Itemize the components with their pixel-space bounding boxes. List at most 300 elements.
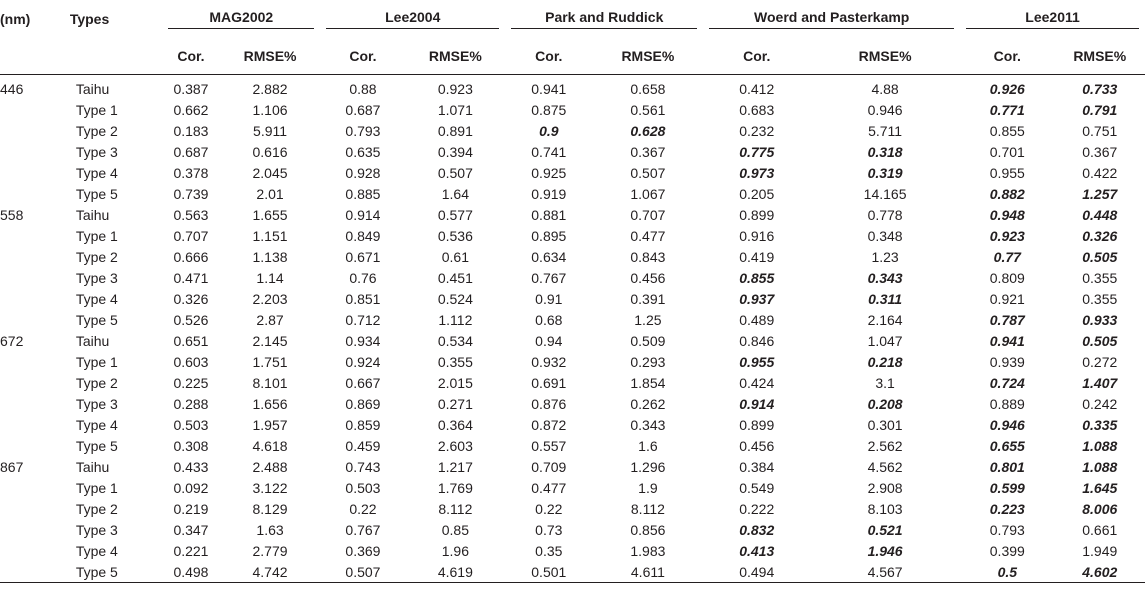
cor-value-cell: 0.973 — [739, 164, 775, 181]
cor-value-cell: 0.767 — [531, 269, 567, 286]
cor-value-cell: 0.701 — [989, 143, 1025, 160]
cor-value-cell: 0.205 — [739, 185, 775, 202]
rmse-value-cell: 0.391 — [630, 290, 666, 307]
wavelength-cell — [0, 288, 70, 309]
rmse-value-cell: 0.394 — [437, 143, 473, 160]
rmse-value-cell: 8.103 — [867, 500, 903, 517]
table-row — [0, 414, 1145, 435]
type-cell: Type 2 — [75, 500, 118, 517]
table-row — [0, 498, 1145, 519]
cor-value-cell: 0.771 — [989, 101, 1025, 118]
wavelength-cell — [0, 477, 70, 498]
rmse-value-cell: 0.367 — [1082, 143, 1118, 160]
cor-header: Cor. — [162, 38, 220, 75]
cor-value-cell: 0.549 — [739, 479, 775, 496]
rmse-value-cell: 1.6 — [638, 437, 658, 454]
wavelength-cell — [0, 498, 70, 519]
table-row — [0, 309, 1145, 330]
cor-header: Cor. — [703, 38, 810, 75]
cor-value-cell: 0.68 — [535, 311, 563, 328]
rmse-value-cell: 0.367 — [630, 143, 666, 160]
cor-value-cell: 0.687 — [173, 143, 209, 160]
wavelength-cell — [0, 120, 70, 141]
rmse-value-cell: 8.129 — [252, 500, 288, 517]
rmse-value-cell: 0.343 — [630, 416, 666, 433]
rmse-value-cell: 1.63 — [256, 521, 284, 538]
type-cell: Type 5 — [75, 437, 118, 454]
cor-value-cell: 0.599 — [989, 479, 1025, 496]
rmse-value-cell: 1.112 — [438, 311, 473, 328]
cor-value-cell: 0.433 — [173, 458, 209, 475]
header-row-groups — [0, 0, 1145, 38]
rmse-value-cell: 8.101 — [252, 374, 288, 391]
rmse-value-cell: 0.272 — [1082, 353, 1118, 370]
rmse-value-cell: 2.488 — [252, 458, 288, 475]
type-cell: Type 3 — [75, 395, 118, 412]
rmse-value-cell: 8.112 — [630, 500, 665, 517]
table-row — [0, 162, 1145, 183]
rmse-value-cell: 1.138 — [252, 248, 288, 265]
rmse-value-cell: 0.509 — [630, 332, 666, 349]
wavelength-cell: 672 — [0, 332, 24, 349]
header-spacer — [0, 38, 70, 75]
table-row — [0, 351, 1145, 372]
rmse-value-cell: 0.561 — [630, 101, 666, 118]
rmse-value-cell: 0.335 — [1082, 416, 1118, 433]
table-row — [0, 561, 1145, 583]
cor-value-cell: 0.326 — [173, 290, 209, 307]
rmse-value-cell: 0.856 — [630, 521, 666, 538]
cor-value-cell: 0.557 — [531, 437, 567, 454]
type-cell: Type 2 — [75, 122, 118, 139]
cor-value-cell: 0.498 — [162, 561, 220, 583]
group-header-park-ruddick: Park and Ruddick — [505, 0, 703, 38]
rmse-value-cell: 0.348 — [867, 227, 903, 244]
cor-value-cell: 0.384 — [739, 458, 775, 475]
cor-value-cell: 0.928 — [345, 164, 381, 181]
cor-value-cell: 0.494 — [703, 561, 810, 583]
wavelength-cell — [0, 162, 70, 183]
cor-header: Cor. — [505, 38, 592, 75]
rmse-value-cell: 2.145 — [252, 332, 288, 349]
rmse-value-cell: 1.407 — [1082, 374, 1118, 391]
rmse-value-cell: 1.9 — [638, 479, 658, 496]
rmse-value-cell: 0.658 — [630, 81, 666, 97]
type-cell: Type 4 — [75, 416, 118, 433]
rmse-value-cell: 0.923 — [437, 81, 473, 97]
cor-value-cell: 0.347 — [173, 521, 209, 538]
rmse-value-cell: 0.933 — [1082, 311, 1118, 328]
type-cell: Taihu — [75, 81, 110, 97]
cor-value-cell: 0.926 — [989, 81, 1025, 97]
rmse-value-cell: 1.296 — [630, 458, 666, 475]
cor-value-cell: 0.634 — [531, 248, 567, 265]
rmse-value-cell: 2.01 — [256, 185, 284, 202]
rmse-value-cell: 1.96 — [441, 542, 469, 559]
cor-value-cell: 0.507 — [320, 561, 405, 583]
rmse-value-cell: 1.64 — [441, 185, 469, 202]
rmse-value-cell: 1.088 — [1082, 458, 1118, 475]
table-body — [0, 75, 1145, 583]
cor-value-cell: 0.941 — [989, 332, 1025, 349]
cor-value-cell: 0.889 — [989, 395, 1025, 412]
cor-header: Cor. — [960, 38, 1054, 75]
cor-value-cell: 0.77 — [993, 248, 1021, 265]
table-row — [0, 225, 1145, 246]
table-row — [0, 204, 1145, 225]
cor-value-cell: 0.876 — [531, 395, 567, 412]
rmse-value-cell: 0.577 — [437, 206, 473, 223]
wavelength-cell — [0, 267, 70, 288]
table-row — [0, 519, 1145, 540]
rmse-value-cell: 0.301 — [867, 416, 903, 433]
wavelength-cell — [0, 372, 70, 393]
rmse-value-cell: 0.85 — [441, 521, 469, 538]
cor-value-cell: 0.424 — [739, 374, 775, 391]
rmse-value-cell: 0.661 — [1082, 521, 1118, 538]
rmse-value-cell: 4.611 — [592, 561, 703, 583]
rmse-value-cell: 4.619 — [406, 561, 506, 583]
rmse-value-cell: 1.106 — [252, 101, 288, 118]
cor-value-cell: 0.739 — [173, 185, 209, 202]
rmse-value-cell: 0.456 — [630, 269, 666, 286]
group-header-lee2004: Lee2004 — [320, 0, 505, 38]
rmse-value-cell: 0.448 — [1082, 206, 1118, 223]
rmse-value-cell: 5.911 — [253, 122, 288, 139]
header-row-metrics — [0, 38, 1145, 75]
rmse-value-cell: 0.364 — [437, 416, 473, 433]
cor-value-cell: 0.413 — [739, 542, 775, 559]
wavelength-cell: 867 — [0, 458, 24, 475]
table-row — [0, 372, 1145, 393]
cor-value-cell: 0.809 — [989, 269, 1025, 286]
rmse-header: RMSE% — [810, 38, 960, 75]
cor-value-cell: 0.851 — [345, 290, 381, 307]
cor-value-cell: 0.5 — [960, 561, 1054, 583]
table-row — [0, 75, 1145, 100]
rmse-value-cell: 1.23 — [871, 248, 899, 265]
rmse-header: RMSE% — [406, 38, 506, 75]
cor-value-cell: 0.895 — [531, 227, 567, 244]
rmse-value-cell: 4.567 — [810, 561, 960, 583]
cor-value-cell: 0.667 — [345, 374, 381, 391]
rmse-value-cell: 0.343 — [867, 269, 903, 286]
cor-value-cell: 0.222 — [739, 500, 775, 517]
cor-value-cell: 0.655 — [989, 437, 1025, 454]
wavelength-cell — [0, 141, 70, 162]
cor-value-cell: 0.221 — [173, 542, 209, 559]
cor-value-cell: 0.948 — [989, 206, 1025, 223]
rmse-value-cell: 1.983 — [630, 542, 666, 559]
cor-value-cell: 0.741 — [531, 143, 567, 160]
cor-value-cell: 0.914 — [345, 206, 381, 223]
rmse-value-cell: 1.645 — [1082, 479, 1118, 496]
rmse-value-cell: 0.707 — [630, 206, 666, 223]
type-cell: Type 2 — [75, 248, 118, 265]
rmse-value-cell: 2.562 — [867, 437, 903, 454]
cor-value-cell: 0.855 — [739, 269, 775, 286]
type-cell: Type 4 — [75, 290, 118, 307]
rmse-value-cell: 0.451 — [437, 269, 473, 286]
rmse-value-cell: 1.751 — [252, 353, 288, 370]
rmse-value-cell: 0.505 — [1082, 332, 1118, 349]
table-row — [0, 120, 1145, 141]
cor-value-cell: 0.787 — [989, 311, 1025, 328]
rmse-value-cell: 0.355 — [1082, 269, 1118, 286]
cor-value-cell: 0.369 — [345, 542, 381, 559]
wavelength-cell — [0, 246, 70, 267]
cor-value-cell: 0.459 — [345, 437, 381, 454]
rmse-value-cell: 4.742 — [220, 561, 321, 583]
rmse-value-cell: 0.242 — [1082, 395, 1118, 412]
wavelength-cell — [0, 351, 70, 372]
rmse-value-cell: 14.165 — [863, 185, 907, 202]
cor-value-cell: 0.489 — [739, 311, 775, 328]
type-cell: Type 2 — [75, 374, 118, 391]
rmse-value-cell: 0.319 — [867, 164, 903, 181]
rmse-value-cell: 1.071 — [437, 101, 473, 118]
cor-value-cell: 0.707 — [173, 227, 209, 244]
header-spacer — [70, 38, 162, 75]
cor-value-cell: 0.412 — [739, 81, 775, 97]
table-row — [0, 99, 1145, 120]
rmse-value-cell: 0.61 — [441, 248, 469, 265]
cor-value-cell: 0.881 — [531, 206, 567, 223]
cor-value-cell: 0.308 — [173, 437, 209, 454]
cor-value-cell: 0.22 — [535, 500, 563, 517]
cor-value-cell: 0.683 — [739, 101, 775, 118]
table-row — [0, 393, 1145, 414]
cor-header: Cor. — [320, 38, 405, 75]
table-row — [0, 267, 1145, 288]
type-cell: Type 3 — [75, 143, 118, 160]
rmse-value-cell: 1.957 — [252, 416, 288, 433]
cor-value-cell: 0.603 — [173, 353, 209, 370]
table-row — [0, 246, 1145, 267]
cor-value-cell: 0.899 — [739, 416, 775, 433]
cor-value-cell: 0.846 — [739, 332, 775, 349]
wavelength-cell — [0, 393, 70, 414]
rmse-value-cell: 5.711 — [868, 122, 903, 139]
rmse-value-cell: 3.122 — [252, 479, 288, 496]
cor-value-cell: 0.88 — [349, 81, 377, 97]
type-cell: Type 4 — [75, 164, 118, 181]
rmse-value-cell: 8.006 — [1082, 500, 1118, 517]
rmse-value-cell: 0.355 — [1082, 290, 1118, 307]
rmse-value-cell: 1.088 — [1082, 437, 1118, 454]
rmse-value-cell: 0.311 — [868, 290, 903, 307]
group-header-lee2011: Lee2011 — [960, 0, 1145, 38]
cor-value-cell: 0.939 — [989, 353, 1025, 370]
cor-value-cell: 0.832 — [739, 521, 775, 538]
wavelength-cell — [0, 561, 70, 583]
cor-value-cell: 0.923 — [989, 227, 1025, 244]
cor-value-cell: 0.955 — [989, 164, 1025, 181]
cor-value-cell: 0.941 — [531, 81, 567, 97]
cor-value-cell: 0.225 — [173, 374, 209, 391]
rmse-value-cell: 0.293 — [630, 353, 666, 370]
rmse-value-cell: 0.507 — [437, 164, 473, 181]
cor-value-cell: 0.709 — [531, 458, 567, 475]
cor-value-cell: 0.651 — [173, 332, 209, 349]
rmse-value-cell: 1.257 — [1082, 185, 1118, 202]
rmse-value-cell: 1.217 — [437, 458, 473, 475]
cor-value-cell: 0.563 — [173, 206, 209, 223]
type-cell: Taihu — [75, 206, 110, 223]
cor-value-cell: 0.223 — [989, 500, 1025, 517]
group-header-mag2002: MAG2002 — [162, 0, 320, 38]
group-header-woerd-pasterkamp: Woerd and Pasterkamp — [703, 0, 960, 38]
wavelength-cell — [0, 540, 70, 561]
rmse-value-cell: 1.151 — [252, 227, 288, 244]
type-cell: Type 5 — [70, 561, 162, 583]
rmse-value-cell: 0.791 — [1082, 101, 1118, 118]
table-row — [0, 330, 1145, 351]
rmse-value-cell: 0.616 — [252, 143, 288, 160]
rmse-value-cell: 0.218 — [867, 353, 903, 370]
type-cell: Type 1 — [75, 353, 118, 370]
rmse-value-cell: 4.618 — [252, 437, 288, 454]
wavelength-cell: 446 — [0, 81, 24, 97]
type-cell: Type 3 — [75, 521, 118, 538]
cor-value-cell: 0.724 — [989, 374, 1025, 391]
rmse-value-cell: 1.25 — [634, 311, 662, 328]
cor-value-cell: 0.22 — [349, 500, 377, 517]
cor-value-cell: 0.477 — [531, 479, 567, 496]
rmse-value-cell: 0.505 — [1082, 248, 1118, 265]
cor-value-cell: 0.94 — [535, 332, 563, 349]
rmse-value-cell: 1.854 — [630, 374, 666, 391]
cor-value-cell: 0.801 — [989, 458, 1025, 475]
table-row — [0, 183, 1145, 204]
cor-value-cell: 0.73 — [535, 521, 563, 538]
cor-value-cell: 0.662 — [173, 101, 209, 118]
cor-value-cell: 0.503 — [173, 416, 209, 433]
cor-value-cell: 0.456 — [739, 437, 775, 454]
rmse-value-cell: 1.14 — [256, 269, 284, 286]
cor-value-cell: 0.872 — [531, 416, 567, 433]
rmse-value-cell: 0.946 — [867, 101, 903, 118]
rmse-value-cell: 0.318 — [867, 143, 903, 160]
cor-value-cell: 0.743 — [345, 458, 381, 475]
rmse-value-cell: 0.524 — [437, 290, 473, 307]
cor-value-cell: 0.925 — [531, 164, 567, 181]
cor-value-cell: 0.501 — [505, 561, 592, 583]
rmse-value-cell: 0.891 — [437, 122, 473, 139]
type-cell: Taihu — [75, 332, 110, 349]
cor-value-cell: 0.946 — [989, 416, 1025, 433]
rmse-value-cell: 4.88 — [871, 81, 899, 97]
cor-value-cell: 0.916 — [739, 227, 775, 244]
table-row — [0, 435, 1145, 456]
table-row — [0, 456, 1145, 477]
wavelength-cell: 558 — [0, 206, 24, 223]
rmse-value-cell: 2.908 — [867, 479, 903, 496]
rmse-value-cell: 1.946 — [867, 542, 903, 559]
rmse-value-cell: 1.949 — [1082, 542, 1118, 559]
cor-value-cell: 0.399 — [989, 542, 1025, 559]
cor-value-cell: 0.932 — [531, 353, 567, 370]
type-cell: Type 4 — [75, 542, 118, 559]
cor-value-cell: 0.91 — [535, 290, 563, 307]
cor-value-cell: 0.419 — [739, 248, 775, 265]
rmse-value-cell: 1.047 — [867, 332, 903, 349]
wavelength-cell — [0, 519, 70, 540]
rmse-value-cell: 0.326 — [1082, 227, 1118, 244]
type-cell: Type 5 — [75, 311, 118, 328]
rmse-value-cell: 2.87 — [256, 311, 284, 328]
rmse-value-cell: 0.422 — [1082, 164, 1118, 181]
cor-value-cell: 0.635 — [345, 143, 381, 160]
rmse-value-cell: 0.733 — [1082, 81, 1118, 97]
rmse-value-cell: 2.203 — [252, 290, 288, 307]
rmse-value-cell: 0.534 — [437, 332, 473, 349]
wavelength-cell — [0, 99, 70, 120]
rmse-value-cell: 1.067 — [630, 185, 666, 202]
cor-value-cell: 0.092 — [173, 479, 209, 496]
rmse-value-cell: 1.655 — [252, 206, 288, 223]
wavelength-header: (nm) — [0, 11, 31, 27]
cor-value-cell: 0.919 — [531, 185, 567, 202]
cor-value-cell: 0.288 — [173, 395, 209, 412]
wavelength-cell — [0, 225, 70, 246]
cor-value-cell: 0.183 — [173, 122, 209, 139]
type-cell: Type 1 — [75, 101, 118, 118]
rmse-value-cell: 0.271 — [437, 395, 473, 412]
rmse-value-cell: 0.751 — [1082, 122, 1118, 139]
cor-value-cell: 0.691 — [531, 374, 567, 391]
cor-value-cell: 0.882 — [989, 185, 1025, 202]
rmse-header: RMSE% — [592, 38, 703, 75]
rmse-value-cell: 2.045 — [252, 164, 288, 181]
wavelength-cell — [0, 435, 70, 456]
cor-value-cell: 0.666 — [173, 248, 209, 265]
cor-value-cell: 0.712 — [345, 311, 381, 328]
rmse-header: RMSE% — [220, 38, 321, 75]
cor-value-cell: 0.35 — [535, 542, 563, 559]
rmse-value-cell: 1.656 — [252, 395, 288, 412]
rmse-value-cell: 0.628 — [630, 122, 666, 139]
cor-value-cell: 0.924 — [345, 353, 381, 370]
type-cell: Type 1 — [75, 227, 118, 244]
cor-value-cell: 0.955 — [739, 353, 775, 370]
rmse-value-cell: 0.843 — [630, 248, 666, 265]
cor-value-cell: 0.526 — [173, 311, 209, 328]
rmse-value-cell: 0.521 — [867, 521, 903, 538]
rmse-value-cell: 0.536 — [437, 227, 473, 244]
rmse-value-cell: 0.262 — [630, 395, 666, 412]
type-cell: Taihu — [75, 458, 110, 475]
rmse-value-cell: 0.507 — [630, 164, 666, 181]
cor-value-cell: 0.76 — [349, 269, 377, 286]
cor-value-cell: 0.869 — [345, 395, 381, 412]
table-row — [0, 477, 1145, 498]
cor-value-cell: 0.875 — [531, 101, 567, 118]
rmse-value-cell: 0.208 — [867, 395, 903, 412]
rmse-value-cell: 0.477 — [630, 227, 666, 244]
rmse-value-cell: 3.1 — [875, 374, 895, 391]
table-row — [0, 540, 1145, 561]
cor-value-cell: 0.849 — [345, 227, 381, 244]
cor-value-cell: 0.937 — [739, 290, 775, 307]
rmse-value-cell: 1.769 — [437, 479, 473, 496]
rmse-value-cell: 2.779 — [252, 542, 288, 559]
cor-value-cell: 0.793 — [345, 122, 381, 139]
cor-value-cell: 0.775 — [739, 143, 775, 160]
wavelength-cell — [0, 309, 70, 330]
rmse-value-cell: 2.164 — [867, 311, 903, 328]
cor-value-cell: 0.914 — [739, 395, 775, 412]
